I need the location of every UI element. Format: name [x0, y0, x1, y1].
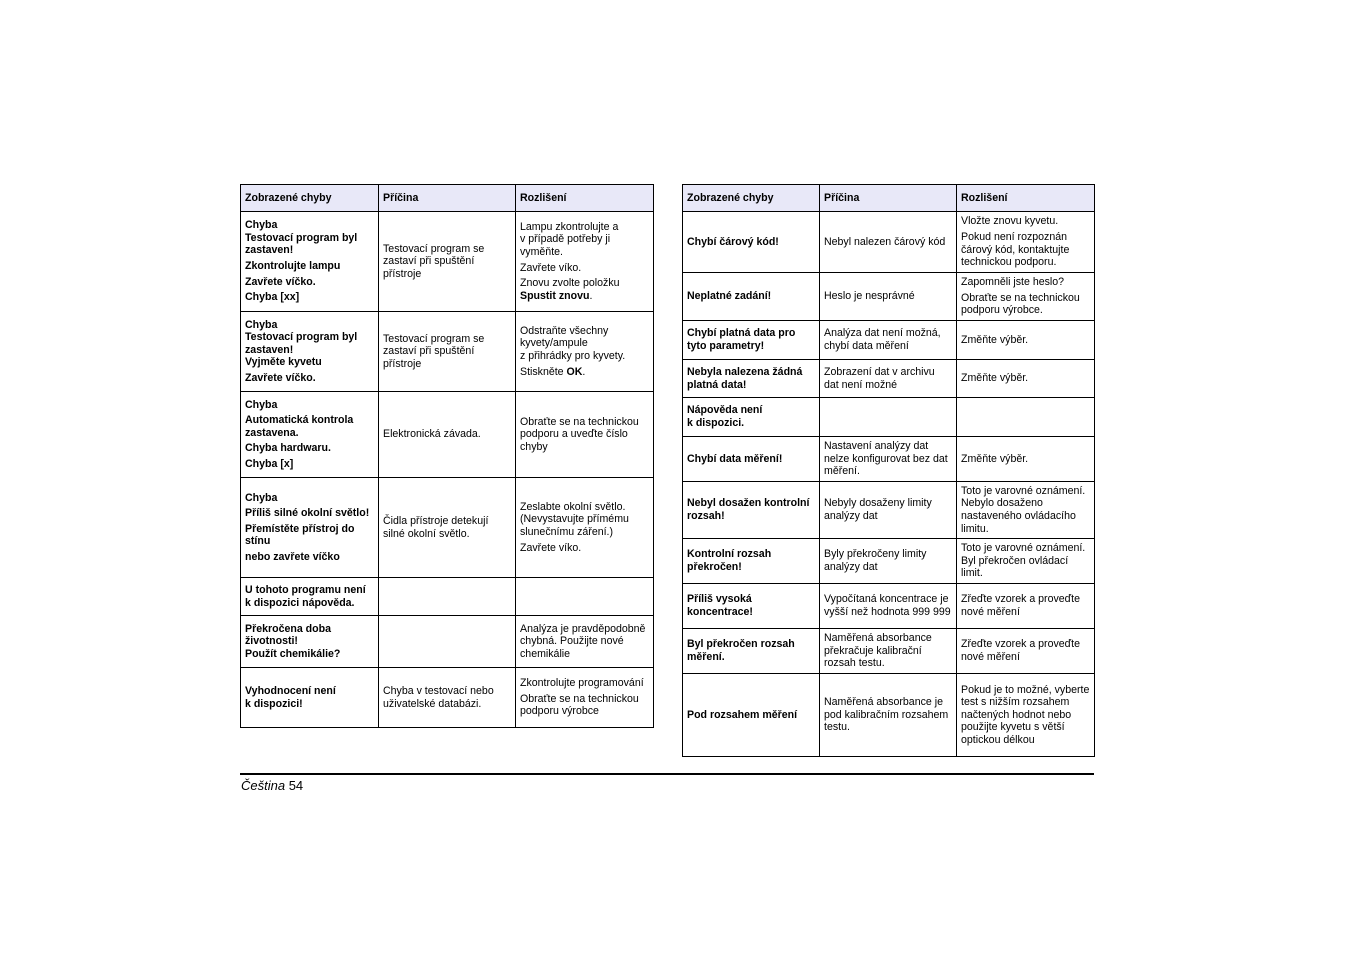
- resolution-cell: [516, 392, 654, 478]
- cell-paragraph: Příliš vysoká koncentrace!: [687, 593, 753, 618]
- header-resolution: Rozlišení: [516, 185, 654, 212]
- cell-paragraph: Nebyly dosaženy limity analýzy dat: [824, 497, 932, 522]
- cell-paragraph: U tohoto programu není k dispozici nápověda.: [245, 583, 366, 609]
- cell-paragraph: Vypočítaná koncentrace je vyšší než hodnota 999 999: [824, 593, 951, 618]
- cell-paragraph: Zavřete víčko.: [245, 371, 316, 384]
- cause-cell: [379, 392, 516, 478]
- resolution-cell: [957, 482, 1095, 539]
- cause-cell: [820, 273, 957, 321]
- cell-paragraph: Pokud není rozpoznán čárový kód, kontaktujte technickou podporu.: [961, 230, 1070, 269]
- cell-paragraph: Chyba Testovací program byl zastaven! Vyjměte kyvetu: [245, 318, 358, 369]
- cell-paragraph: Obraťte se na technickou podporu výrobce.: [961, 291, 1080, 317]
- cell-paragraph: Pod rozsahem měření: [687, 708, 798, 721]
- error-message-cell: [683, 584, 820, 629]
- cell-paragraph: Chyba [x]: [245, 457, 294, 470]
- resolution-cell: [957, 398, 1095, 437]
- error-message-cell: [683, 212, 820, 273]
- cell-paragraph: Heslo je nesprávné: [824, 290, 915, 303]
- cell-paragraph: Obraťte se na technickou podporu výrobce: [520, 692, 639, 718]
- resolution-cell: [957, 321, 1095, 360]
- error-message-cell: [241, 616, 379, 668]
- cell-paragraph: Chyba: [245, 491, 278, 504]
- error-message-cell: [683, 629, 820, 674]
- cell-paragraph: Zobrazení dat v archivu dat není možné: [824, 365, 935, 391]
- header-displayed-errors: Zobrazené chyby: [683, 185, 820, 212]
- cell-paragraph: Chybí data měření!: [687, 452, 783, 465]
- cause-cell: [379, 578, 516, 616]
- resolution-cell: [516, 668, 654, 728]
- cell-paragraph: Chybí platná data pro tyto parametry!: [687, 327, 796, 352]
- error-table-right: [682, 184, 1095, 757]
- cause-cell: [820, 482, 957, 539]
- cell-paragraph: Neplatné zadání!: [687, 290, 772, 303]
- table-row: [683, 212, 1095, 273]
- cell-paragraph: Znovu zvolte položku Spustit znovu.: [520, 277, 620, 302]
- cause-cell: [379, 616, 516, 668]
- cause-cell: [379, 668, 516, 728]
- table-row: [241, 668, 654, 728]
- resolution-cell: [516, 578, 654, 616]
- resolution-cell: [957, 437, 1095, 482]
- resolution-cell: [957, 212, 1095, 273]
- cell-paragraph: Nastavení analýzy dat nelze konfigurovat bez dat měření.: [824, 440, 948, 478]
- table-row: [683, 321, 1095, 360]
- cell-paragraph: Kontrolní rozsah překročen!: [687, 548, 772, 573]
- table-row: [241, 478, 654, 578]
- error-message-cell: [241, 392, 379, 478]
- cell-paragraph: Nebyla nalezena žádná platná data!: [687, 365, 803, 391]
- resolution-cell: [957, 539, 1095, 584]
- resolution-cell: [516, 312, 654, 392]
- cause-cell: [820, 437, 957, 482]
- cell-paragraph: Toto je varovné oznámení. Nebylo dosaženo nastaveného ovládacího limitu.: [961, 484, 1086, 535]
- cell-paragraph: Zkontrolujte programování: [520, 677, 644, 690]
- resolution-cell: [957, 360, 1095, 398]
- table-row: [683, 360, 1095, 398]
- error-message-cell: [683, 674, 820, 757]
- cell-paragraph: Naměřená absorbance je pod kalibračním rozsahem testu.: [824, 696, 949, 734]
- table-row: [683, 674, 1095, 757]
- emphasized-command: Spustit znovu: [520, 289, 590, 302]
- footer-page-number: 54: [288, 778, 304, 793]
- error-message-cell: [683, 398, 820, 437]
- table-row: [241, 212, 654, 312]
- cell-paragraph: Vložte znovu kyvetu.: [961, 215, 1059, 228]
- cell-paragraph: Zřeďte vzorek a proveďte nové měření: [961, 593, 1081, 618]
- cause-cell: [820, 321, 957, 360]
- error-table-left-body: [241, 185, 654, 728]
- error-message-cell: [683, 482, 820, 539]
- cell-paragraph: Chyba v testovací nebo uživatelské databázi.: [383, 684, 494, 710]
- error-message-cell: [683, 539, 820, 584]
- cell-paragraph: Chyba: [245, 398, 278, 411]
- table-row: [683, 482, 1095, 539]
- cell-paragraph: Stiskněte OK.: [520, 365, 586, 378]
- cell-paragraph: Analýza dat není možná, chybí data měření: [824, 327, 941, 352]
- cell-paragraph: Chybí čárový kód!: [687, 235, 779, 248]
- cell-paragraph: Elektronická závada.: [383, 428, 481, 441]
- cell-paragraph: Toto je varovné oznámení. Byl překročen ovládací limit.: [961, 542, 1086, 580]
- cell-paragraph: Změňte výběr.: [961, 372, 1029, 385]
- footer-rule: [240, 773, 1094, 775]
- cause-cell: [820, 212, 957, 273]
- cell-paragraph: Chyba [xx]: [245, 291, 300, 304]
- resolution-cell: [957, 629, 1095, 674]
- cause-cell: [820, 584, 957, 629]
- table-row: [683, 539, 1095, 584]
- cell-paragraph: Zavřete víko.: [520, 261, 582, 274]
- cell-paragraph: Zkontrolujte lampu: [245, 260, 341, 272]
- error-message-cell: [241, 578, 379, 616]
- cell-paragraph: Byly překročeny limity analýzy dat: [824, 548, 927, 573]
- cell-paragraph: Testovací program se zastaví při spuštění přístroje: [383, 242, 485, 280]
- cell-paragraph: Pokud je to možné, vyberte test s nižším rozsahem načtených hodnot nebo použijte kyvetu s větší optickou délkou: [961, 683, 1090, 746]
- table-row: [683, 584, 1095, 629]
- cell-paragraph: Testovací program se zastaví při spuštění přístroje: [383, 332, 485, 370]
- cell-paragraph: Překročena doba životnosti! Použít chemikálie?: [245, 622, 341, 660]
- resolution-cell: [957, 273, 1095, 321]
- header-resolution: Rozlišení: [957, 185, 1095, 212]
- cell-paragraph: Příliš silné okolní světlo!: [245, 507, 370, 520]
- footer-language: Čeština: [241, 778, 286, 793]
- page-footer: [241, 778, 303, 793]
- resolution-cell: [957, 584, 1095, 629]
- cell-paragraph: Přemístěte přístroj do stínu: [245, 522, 355, 548]
- cell-paragraph: Zavřete víčko.: [245, 275, 316, 288]
- emphasized-command: OK: [566, 365, 583, 378]
- cell-paragraph: Odstraňte všechny kyvety/ampule z přihrádky pro kyvety.: [520, 324, 626, 362]
- error-message-cell: [683, 321, 820, 360]
- table-row: [241, 616, 654, 668]
- error-message-cell: [241, 312, 379, 392]
- table-row: [683, 273, 1095, 321]
- resolution-cell: [957, 674, 1095, 757]
- resolution-cell: [516, 212, 654, 312]
- table-row: [683, 398, 1095, 437]
- cause-cell: [820, 360, 957, 398]
- table-row: [683, 437, 1095, 482]
- error-message-cell: [683, 360, 820, 398]
- cause-cell: [820, 398, 957, 437]
- cell-paragraph: Automatická kontrola zastavena.: [245, 414, 354, 439]
- cause-cell: [379, 478, 516, 578]
- error-message-cell: [241, 668, 379, 728]
- table-row: [241, 392, 654, 478]
- error-table-left: [240, 184, 654, 728]
- header-row: [683, 185, 1095, 212]
- cell-paragraph: Změňte výběr.: [961, 452, 1029, 465]
- cause-cell: [379, 312, 516, 392]
- cell-paragraph: Zavřete víko.: [520, 541, 582, 554]
- header-row: [241, 185, 654, 212]
- error-message-cell: [683, 437, 820, 482]
- cause-cell: [820, 674, 957, 757]
- cell-paragraph: Analýza je pravděpodobně chybná. Použijte nové chemikálie: [520, 622, 646, 660]
- cell-paragraph: Byl překročen rozsah měření.: [687, 638, 795, 663]
- cell-paragraph: Čidla přístroje detekují silné okolní světlo.: [383, 514, 489, 540]
- cause-cell: [379, 212, 516, 312]
- header-cause: Příčina: [379, 185, 516, 212]
- cell-paragraph: Nápověda není k dispozici.: [687, 404, 763, 429]
- cell-paragraph: Nebyl dosažen kontrolní rozsah!: [687, 497, 810, 522]
- cell-paragraph: Obraťte se na technickou podporu a uveďte číslo chyby: [520, 415, 639, 453]
- table-row: [683, 629, 1095, 674]
- cell-paragraph: Zřeďte vzorek a proveďte nové měření: [961, 638, 1081, 663]
- cell-paragraph: Vyhodnocení není k dispozici!: [245, 684, 336, 710]
- header-displayed-errors: Zobrazené chyby: [241, 185, 379, 212]
- cell-paragraph: Nebyl nalezen čárový kód: [824, 235, 946, 248]
- cause-cell: [820, 539, 957, 584]
- cause-cell: [820, 629, 957, 674]
- error-message-cell: [241, 478, 379, 578]
- cell-paragraph: Naměřená absorbance překračuje kalibrační rozsah testu.: [824, 632, 932, 670]
- error-table-right-body: [683, 185, 1095, 757]
- cell-paragraph: Lampu zkontrolujte a v případě potřeby ji vyměňte.: [520, 220, 619, 258]
- cell-paragraph: nebo zavřete víčko: [245, 550, 340, 563]
- resolution-cell: [516, 478, 654, 578]
- cell-paragraph: Zapomněli jste heslo?: [961, 276, 1065, 289]
- cell-paragraph: Chyba hardwaru.: [245, 442, 331, 455]
- error-message-cell: [683, 273, 820, 321]
- error-message-cell: [241, 212, 379, 312]
- header-cause: Příčina: [820, 185, 957, 212]
- cell-paragraph: Chyba Testovací program byl zastaven!: [245, 219, 358, 257]
- table-row: [241, 578, 654, 616]
- cell-paragraph: Změňte výběr.: [961, 333, 1029, 346]
- table-row: [241, 312, 654, 392]
- resolution-cell: [516, 616, 654, 668]
- cell-paragraph: Zeslabte okolní světlo. (Nevystavujte přímému slunečnímu záření.): [520, 500, 629, 538]
